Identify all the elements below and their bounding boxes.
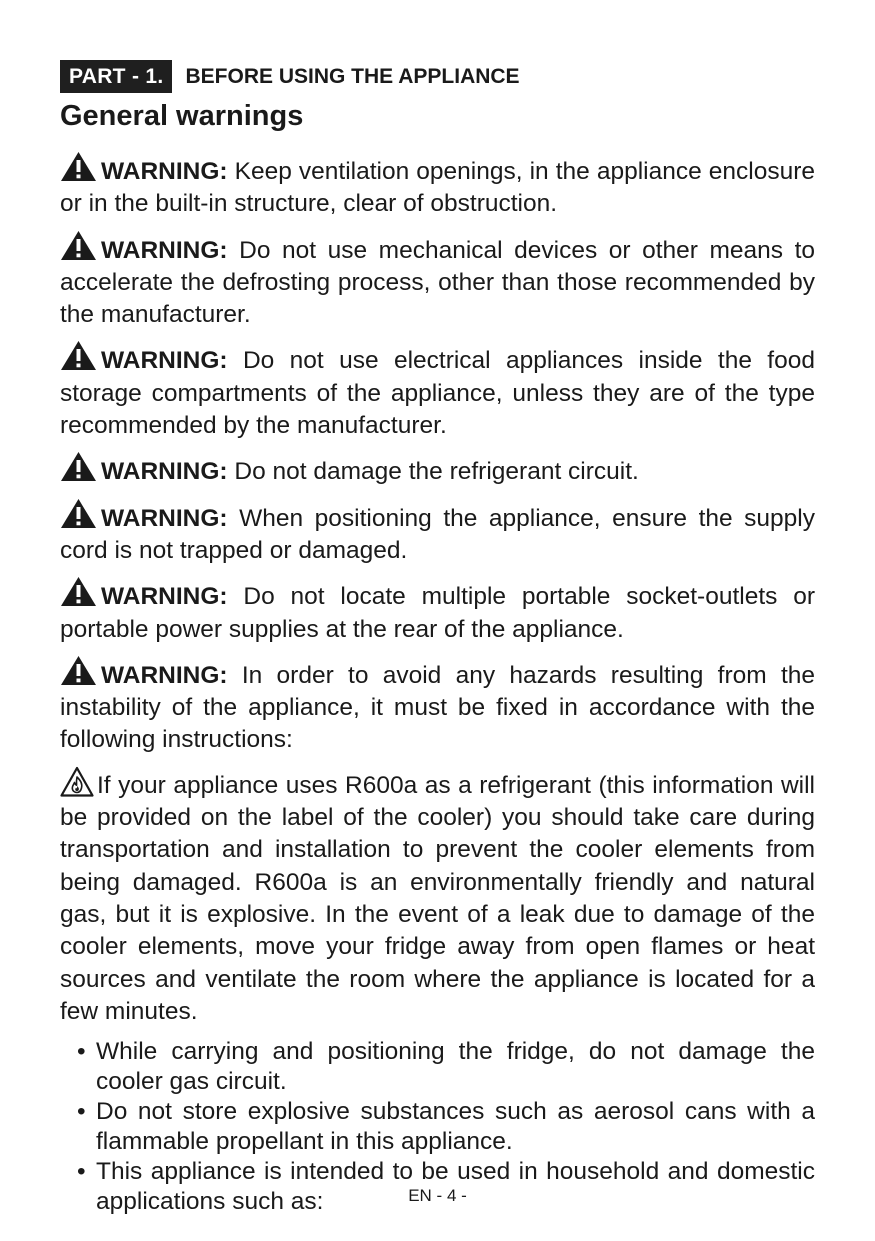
- warning-paragraph: [60, 655, 815, 757]
- warning-text: Do not use mechanical devices or other means to accelerate the defrosting process, other than those recommended by the manufacturer.: [60, 236, 815, 329]
- warning-keyword: WARNING:: [101, 661, 228, 689]
- warning-paragraph: [60, 576, 815, 646]
- section-title: General warnings: [60, 100, 304, 132]
- warning-text: Do not locate multiple portable socket-outlets or portable power supplies at the rear of the appliance.: [60, 583, 815, 643]
- page-number: EN - 4 -: [408, 1186, 467, 1205]
- list-item-text: This appliance is intended to be used in household and domestic applications such as:: [96, 1158, 815, 1216]
- list-item: [60, 1037, 815, 1097]
- part-badge: PART - 1.: [60, 60, 172, 93]
- warning-triangle-icon: [60, 340, 97, 371]
- warning-triangle-icon: [60, 451, 97, 482]
- warning-keyword: WARNING:: [101, 158, 228, 185]
- part-title: BEFORE USING THE APPLIANCE: [185, 64, 520, 88]
- part-header: [60, 60, 520, 93]
- warning-keyword: WARNING:: [101, 458, 228, 486]
- warning-triangle-icon: [60, 576, 97, 607]
- warning-keyword: WARNING:: [101, 236, 228, 264]
- warning-triangle-icon: [60, 655, 97, 686]
- warning-paragraph: [60, 451, 815, 488]
- warning-keyword: WARNING:: [101, 583, 228, 611]
- warning-text: Keep ventilation openings, in the appliance enclosure or in the built-in structure, clear of obstruction.: [60, 158, 815, 218]
- warning-paragraph: [60, 340, 815, 442]
- warning-text: Do not damage the refrigerant circuit.: [227, 458, 639, 486]
- flammable-note-text: If your appliance uses R600a as a refrigerant (this information will be provided on the label of the cooler) you should take care during transportation and installation to prevent the cooler elements from being damaged. R600a is an environmentally friendly and natural gas, but it is explosive. In the event of a leak due to damage of the cooler elements, move your fridge away from open flames or heat sources and ventilate the room where the appliance is located for a few minutes.: [60, 771, 815, 1025]
- warning-keyword: WARNING:: [101, 504, 228, 532]
- bullet-icon: •: [77, 1158, 86, 1186]
- list-item: [60, 1097, 815, 1157]
- warning-paragraph: [60, 498, 815, 568]
- warning-text: Do not use electrical appliances inside the food storage compartments of the appliance, unless they are of the type recommended by the manufacturer.: [60, 347, 815, 440]
- warning-triangle-icon: [60, 151, 97, 182]
- warning-text: In order to avoid any hazards resulting from the instability of the appliance, it must be fixed in accordance with the following instructions:: [60, 661, 815, 754]
- warning-paragraph: [60, 230, 815, 332]
- list-item-text: Do not store explosive substances such as aerosol cans with a flammable propellant in this appliance.: [96, 1098, 815, 1156]
- warning-triangle-icon: [60, 498, 97, 529]
- flammable-warning-icon: [60, 766, 94, 797]
- bullet-icon: •: [77, 1098, 86, 1126]
- warning-paragraph: [60, 151, 815, 221]
- warning-text: When positioning the appliance, ensure the supply cord is not trapped or damaged.: [60, 504, 815, 564]
- list-item-text: While carrying and positioning the fridge, do not damage the cooler gas circuit.: [96, 1038, 815, 1096]
- document-body: [60, 151, 815, 1217]
- warning-keyword: WARNING:: [101, 347, 228, 375]
- bullet-icon: •: [77, 1038, 86, 1066]
- flammable-note: [60, 766, 815, 1028]
- warning-triangle-icon: [60, 230, 97, 261]
